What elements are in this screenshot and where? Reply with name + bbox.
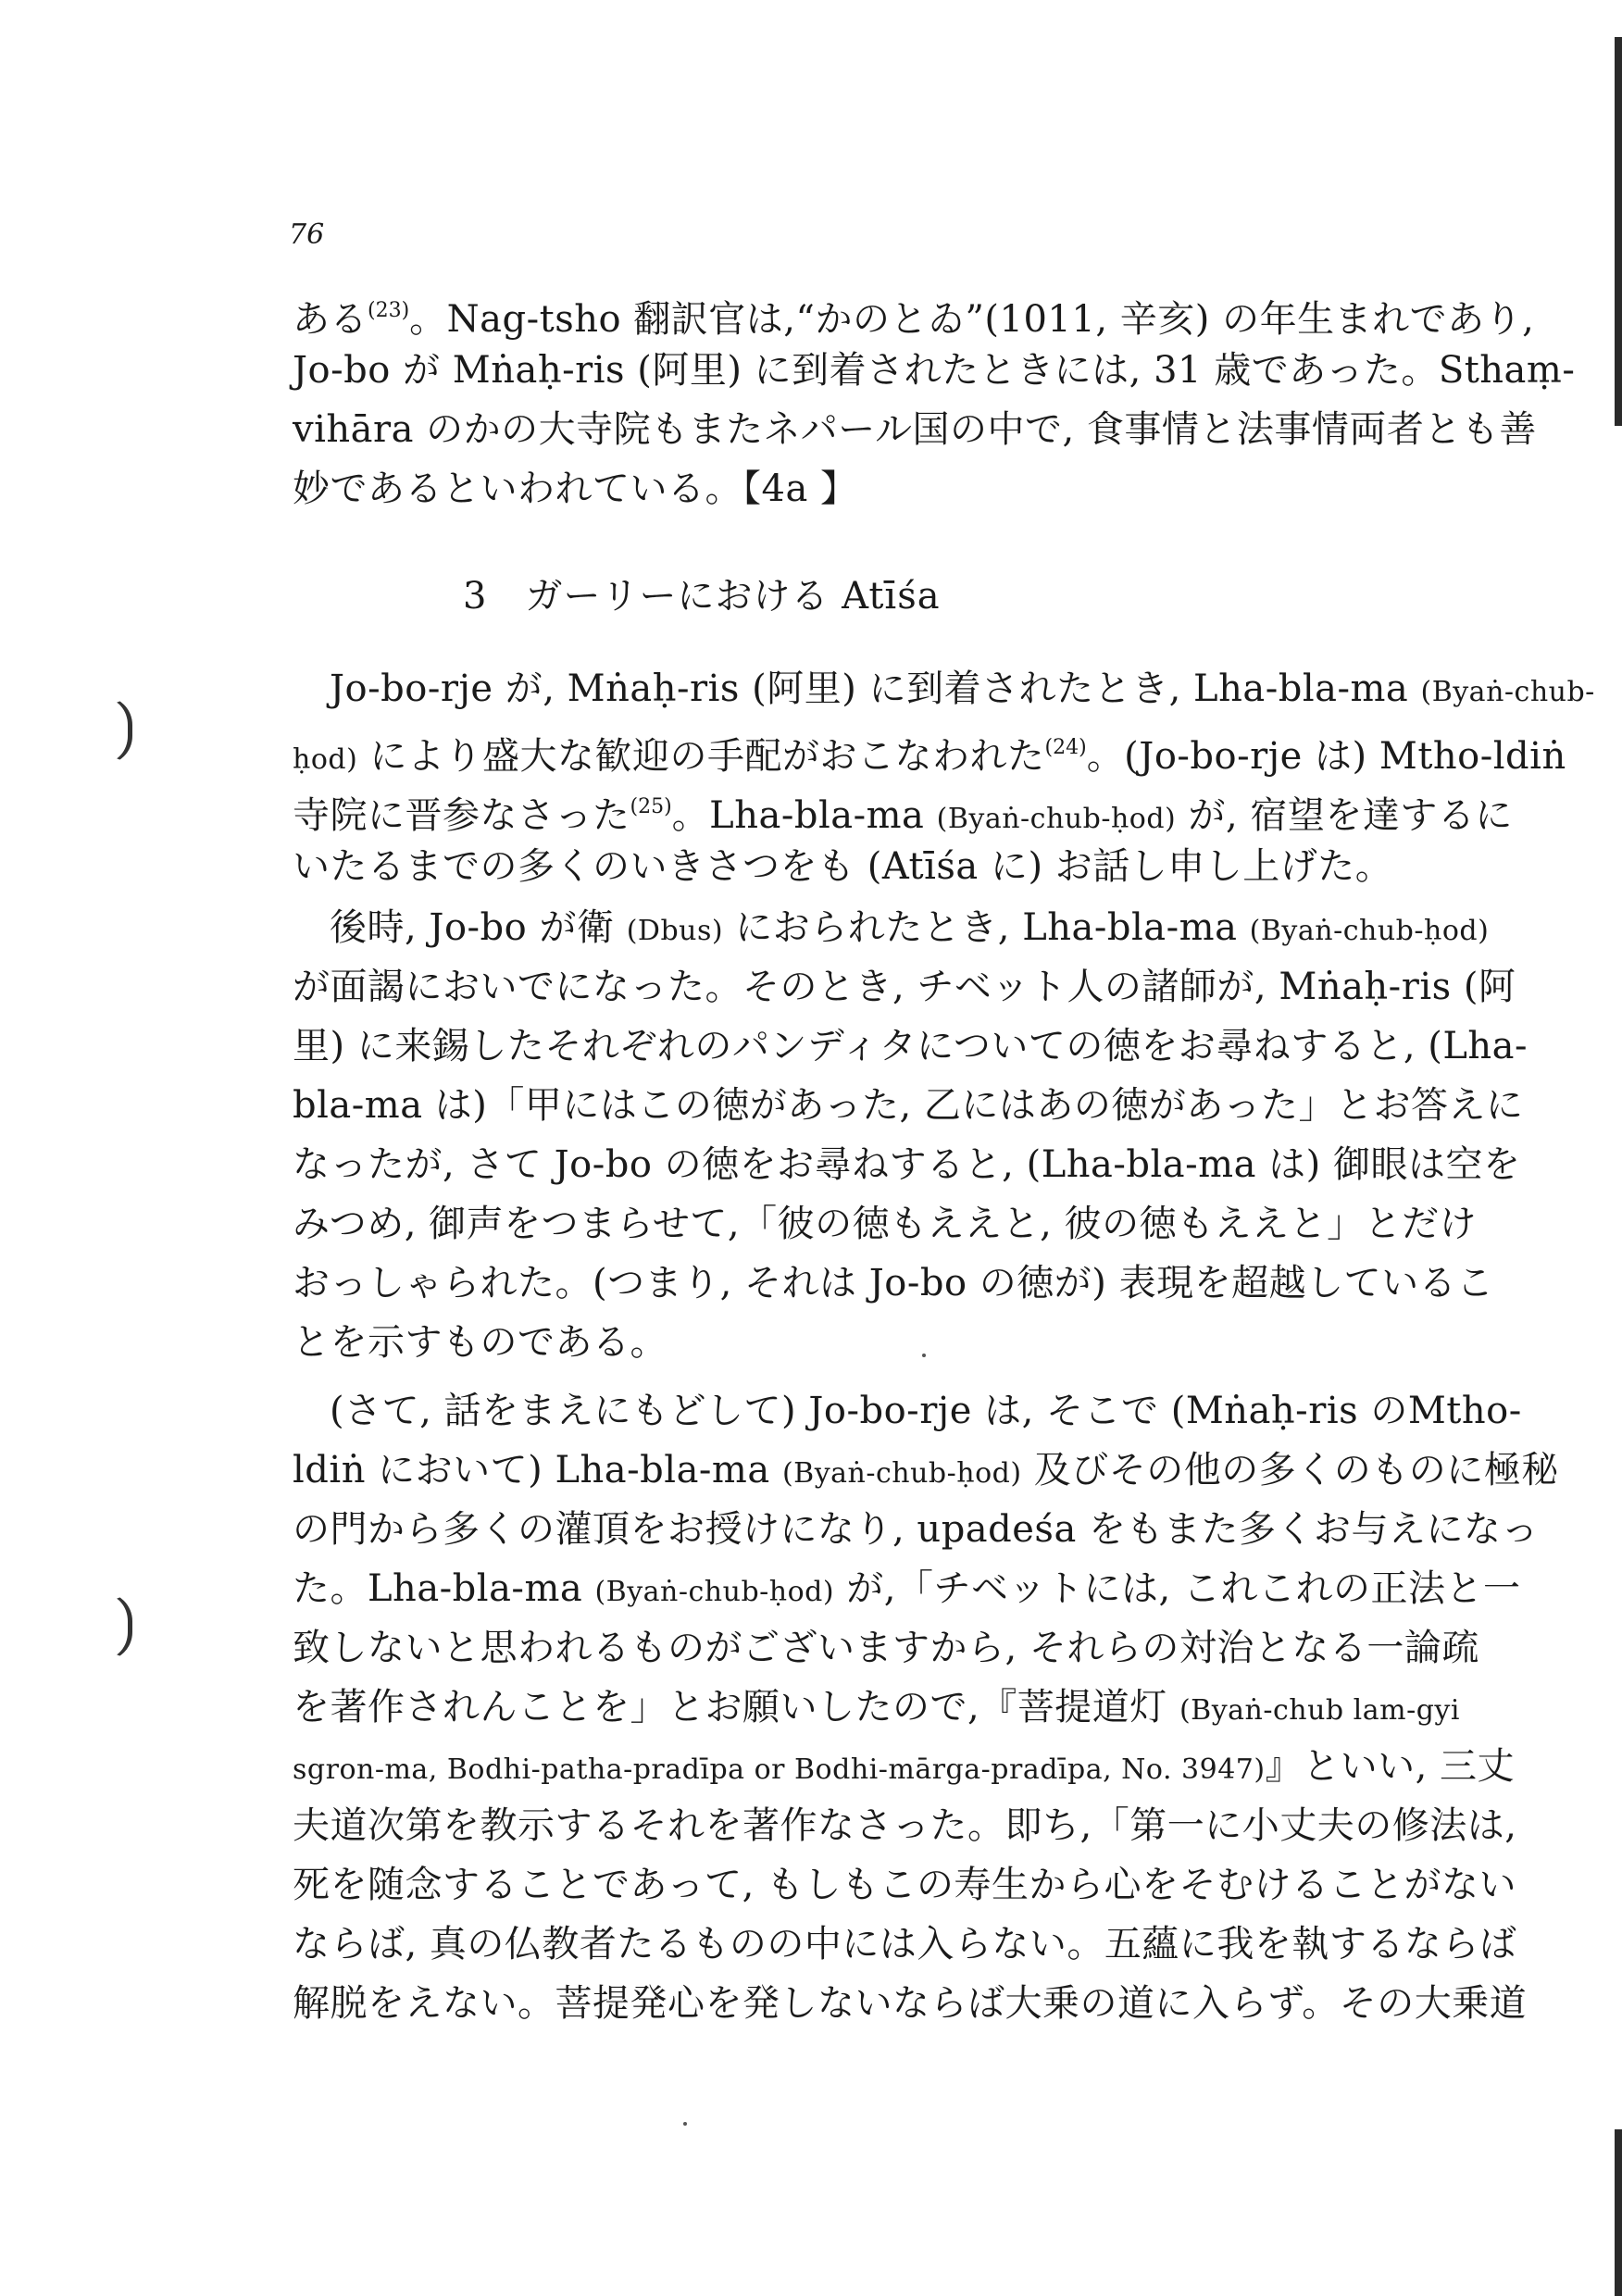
text-line: おっしゃられた。(つまり, それは Jo-bo の徳が) 表現を超越しているこ [293, 1262, 1494, 1304]
scan-speck [922, 1354, 926, 1357]
text-line: とを示すものである。 [293, 1321, 668, 1364]
text-line: が面謁においでになった。そのとき, チベット人の諸師が, Mṅaḥ-ris (阿 [293, 966, 1516, 1008]
binding-hole-mark [104, 1592, 132, 1661]
text-line: た。Lha-bla-ma (Byaṅ-chub-ḥod) が,「チベットには, これこれの正法と一 [293, 1567, 1521, 1610]
text-line: vihāra のかの大寺院もまたネパール国の中で, 食事情と法事情両者とも善 [293, 408, 1537, 451]
footnote-ref-24: (24) [1044, 736, 1087, 759]
text-line: 解脱をえない。菩提発心を発しないならば大乗の道に入らず。その大乗道 [293, 1982, 1528, 2025]
page-number: 76 [289, 218, 325, 251]
paragraph-1 [293, 281, 1576, 518]
scan-edge-shadow [1615, 2129, 1622, 2296]
text-line: 夫道次第を教示するそれを著作なさった。即ち,「第一に小丈夫の修法は, [293, 1804, 1517, 1847]
text-line: sgron-ma, Bodhi-patha-pradīpa or Bodhi-mārga-pradīpa, No. 3947)』といい, 三丈 [293, 1745, 1516, 1788]
text-line: 妙であるといわれている。【4a 】 [293, 468, 858, 510]
footnote-ref-23: (23) [368, 299, 410, 322]
paragraph-4 [293, 1381, 1559, 2033]
text-line: の門から多くの灌頂をお授けになり, upadeśa をもまた多くお与えになっ [293, 1508, 1540, 1551]
text-line: ḥod) により盛大な歓迎の手配がおこなわれた$^{(24)}$。(Jo-bo-rje は) Mtho-ldiṅ [293, 735, 1566, 778]
text-line: 寺院に晋参なさった$^{(25)}$。Lha-bla-ma (Byaṅ-chub-ḥod) が, 宿望を達するに [293, 794, 1513, 837]
text-line: を著作されんことを」とお願いしたので,『菩提道灯 (Byaṅ-chub lam-gyi [293, 1686, 1460, 1728]
text-line: いたるまでの多くのいきさつをも (Atīśa に) お話し申し上げた。 [293, 845, 1393, 888]
text-line: みつめ, 御声をつまらせて,「彼の徳もええと, 彼の徳もええと」とだけ [293, 1203, 1478, 1245]
paragraph-2 [293, 659, 1595, 896]
text-line: 後時, Jo-bo が衛 (Dbus) におられたとき, Lha-bla-ma (Byaṅ-chub-ḥod) [330, 906, 1490, 949]
section-heading: 3 ガーリーにおける Atīśa [463, 575, 941, 618]
text-line: ある$^{(23)}$。Nag-tsho 翻訳官は,“かのとゐ”(1011, 辛亥) の年生まれであり, [293, 298, 1535, 341]
text-line: なったが, さて Jo-bo の徳をお尋ねすると, (Lha-bla-ma は) 御眼は空を [293, 1143, 1521, 1186]
text-line: (さて, 話をまえにもどして) Jo-bo-rje は, そこで (Mṅaḥ-ris のMtho- [330, 1390, 1522, 1432]
text-line: ldiṅ において) Lha-bla-ma (Byaṅ-chub-ḥod) 及びその他の多くのものに極秘 [293, 1449, 1559, 1491]
binding-hole-mark [104, 696, 132, 765]
text-line: 里) に来錫したそれぞれのパンディタについての徳をお尋ねすると, (Lha- [293, 1025, 1528, 1067]
footnote-ref-25: (25) [630, 795, 672, 818]
text-line: bla-ma は)「甲にはこの徳があった, 乙にはあの徳があった」とお答えに [293, 1084, 1524, 1127]
text-line: 死を随念することであって, もしもこの寿生から心をそむけることがない [293, 1864, 1517, 1906]
text-line: ならば, 真の仏教者たるものの中には入らない。五蘊に我を執するならば [293, 1923, 1517, 1965]
paragraph-3 [293, 898, 1528, 1372]
text-line: 致しないと思われるものがございますから, それらの対治となる一論疏 [293, 1627, 1479, 1669]
text-line: Jo-bo が Mṅaḥ-ris (阿里) に到着されたときには, 31 歳であった。Sthaṃ- [293, 349, 1576, 392]
scan-speck [683, 2122, 687, 2126]
text-line: Jo-bo-rje が, Mṅaḥ-ris (阿里) に到着されたとき, Lha-bla-ma (Byaṅ-chub- [330, 668, 1595, 710]
scan-edge-shadow [1615, 37, 1622, 426]
